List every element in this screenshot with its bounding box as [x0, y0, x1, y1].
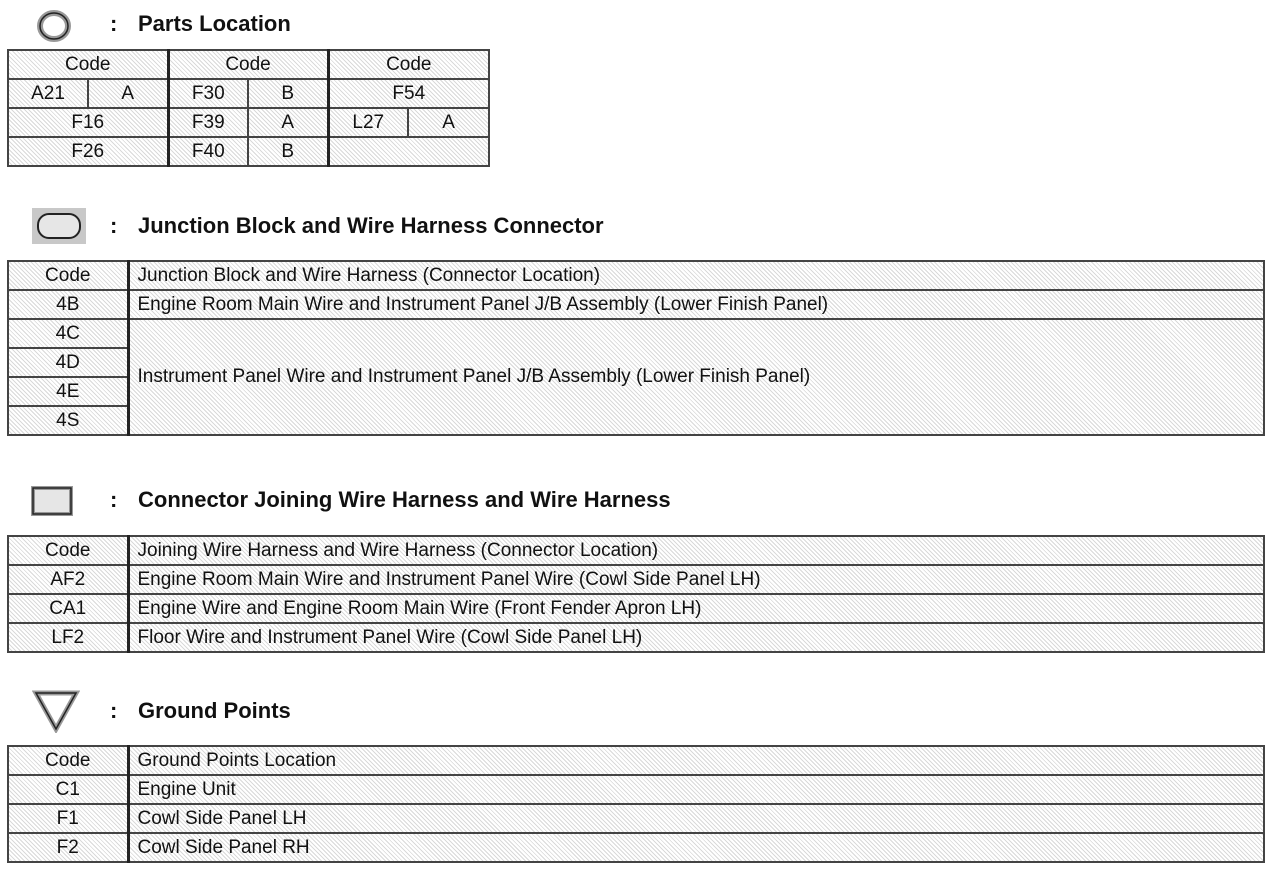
connector-code: AF2: [8, 565, 128, 594]
ground-description: Engine Unit: [128, 775, 1264, 804]
ground-description: Cowl Side Panel RH: [128, 833, 1264, 862]
part-code: L27: [328, 108, 408, 137]
part-code: F26: [8, 137, 168, 166]
ground-code: C1: [8, 775, 128, 804]
heading-colon: :: [110, 213, 118, 238]
triangle-down-icon: [32, 689, 80, 733]
part-location: B: [248, 137, 328, 166]
table-row: [8, 137, 489, 166]
table-row: [8, 833, 1264, 862]
ground-description: Cowl Side Panel LH: [128, 804, 1264, 833]
header-code: Code: [8, 536, 128, 565]
table-header-row: [8, 261, 1264, 290]
header-description: Joining Wire Harness and Wire Harness (Connector Location): [128, 536, 1264, 565]
part-location: A: [408, 108, 489, 137]
connector-code: 4D: [8, 348, 128, 377]
connector-code: 4S: [8, 406, 128, 435]
part-location: A: [88, 79, 168, 108]
heading-colon: :: [110, 11, 118, 36]
part-code: F16: [8, 108, 168, 137]
connector-code: 4C: [8, 319, 128, 348]
part-code: F40: [168, 137, 248, 166]
table-row: [8, 108, 489, 137]
parts-location-table: [7, 49, 490, 167]
part-code: A21: [8, 79, 88, 108]
part-location: A: [248, 108, 328, 137]
heading-colon: :: [110, 698, 118, 723]
connector-code: LF2: [8, 623, 128, 652]
header-code: Code: [8, 261, 128, 290]
connector-code: CA1: [8, 594, 128, 623]
table-row: [8, 594, 1264, 623]
table-row: [8, 804, 1264, 833]
rounded-rect-icon: [30, 206, 88, 246]
part-code: F54: [328, 79, 489, 108]
section-title: Junction Block and Wire Harness Connector: [138, 213, 604, 238]
junction-block-table: [7, 260, 1265, 436]
circle-icon: [36, 9, 72, 43]
header-code: Code: [168, 50, 328, 79]
heading-colon: :: [110, 487, 118, 512]
connector-description: Engine Wire and Engine Room Main Wire (Front Fender Apron LH): [128, 594, 1264, 623]
section-title: Connector Joining Wire Harness and Wire Harness: [138, 487, 671, 512]
table-row: [8, 775, 1264, 804]
ground-points-table: [7, 745, 1265, 863]
table-row: [8, 565, 1264, 594]
part-code: F39: [168, 108, 248, 137]
table-row: [8, 319, 1264, 348]
table-row: [8, 290, 1264, 319]
header-description: Junction Block and Wire Harness (Connector Location): [128, 261, 1264, 290]
connector-description: Instrument Panel Wire and Instrument Panel J/B Assembly (Lower Finish Panel): [128, 319, 1264, 435]
connector-description: Floor Wire and Instrument Panel Wire (Cowl Side Panel LH): [128, 623, 1264, 652]
part-code: F30: [168, 79, 248, 108]
connector-code: 4B: [8, 290, 128, 319]
section-title: Ground Points: [138, 698, 291, 723]
ground-code: F1: [8, 804, 128, 833]
table-header-row: [8, 746, 1264, 775]
header-description: Ground Points Location: [128, 746, 1264, 775]
empty-cell: [328, 137, 489, 166]
section-title: Parts Location: [138, 11, 291, 36]
connector-description: Engine Room Main Wire and Instrument Panel Wire (Cowl Side Panel LH): [128, 565, 1264, 594]
connector-description: Engine Room Main Wire and Instrument Panel J/B Assembly (Lower Finish Panel): [128, 290, 1264, 319]
connector-joining-table: [7, 535, 1265, 653]
table-row: [8, 623, 1264, 652]
header-code: Code: [328, 50, 489, 79]
connector-code: 4E: [8, 377, 128, 406]
table-header-row: [8, 50, 489, 79]
table-header-row: [8, 536, 1264, 565]
header-code: Code: [8, 746, 128, 775]
header-code: Code: [8, 50, 168, 79]
ground-code: F2: [8, 833, 128, 862]
rectangle-icon: [30, 484, 76, 518]
part-location: B: [248, 79, 328, 108]
table-row: [8, 79, 489, 108]
